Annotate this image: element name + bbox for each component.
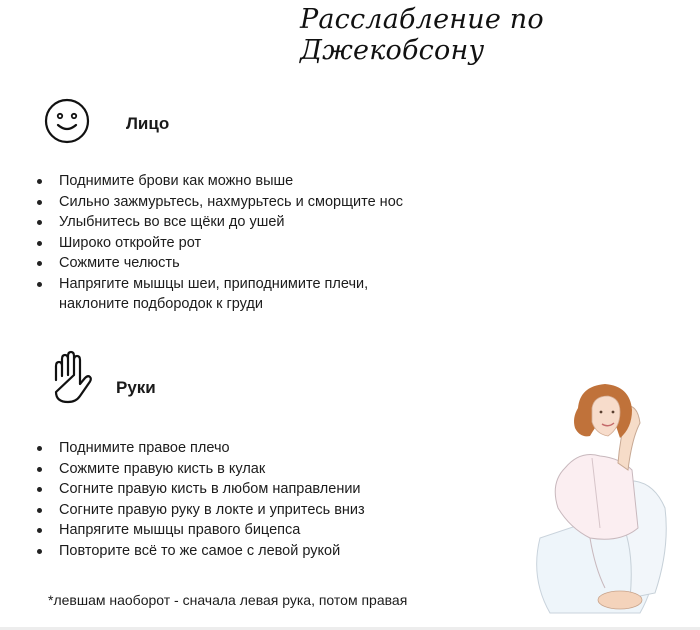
list-item: Поднимите брови как можно выше (32, 171, 452, 192)
page-title: Расслабление по Джекобсону (300, 4, 544, 66)
hands-exercise-list (32, 438, 452, 561)
list-item: Сильно зажмурьтесь, нахмурьтесь и сморщите нос (32, 192, 452, 213)
list-item: Широко откройте рот (32, 233, 452, 254)
woman-sitting-illustration (520, 378, 690, 618)
list-item: Согните правую кисть в любом направлении (32, 479, 452, 500)
list-item: Поднимите правое плечо (32, 438, 452, 459)
list-item: Повторите всё то же самое с левой рукой (32, 541, 452, 562)
section-header-face (44, 98, 169, 149)
list-item: Согните правую руку в локте и упритесь вниз (32, 500, 452, 521)
list-item: Сожмите правую кисть в кулак (32, 459, 452, 480)
footnote: *левшам наоборот - сначала левая рука, потом правая (48, 592, 408, 608)
list-item: Напрягите мышцы шеи, приподнимите плечи, наклоните подбородок к груди (32, 274, 419, 315)
section-header-hands (48, 350, 156, 411)
section-heading: Лицо (126, 113, 170, 133)
section-heading: Руки (116, 377, 156, 397)
list-item: Сожмите челюсть (32, 253, 452, 274)
list-item: Напрягите мышцы правого бицепса (32, 520, 452, 541)
smiley-face-icon (44, 98, 90, 149)
face-exercise-list (32, 171, 452, 315)
list-item: Улыбнитесь во все щёки до ушей (32, 212, 452, 233)
raised-hand-icon (48, 350, 94, 411)
